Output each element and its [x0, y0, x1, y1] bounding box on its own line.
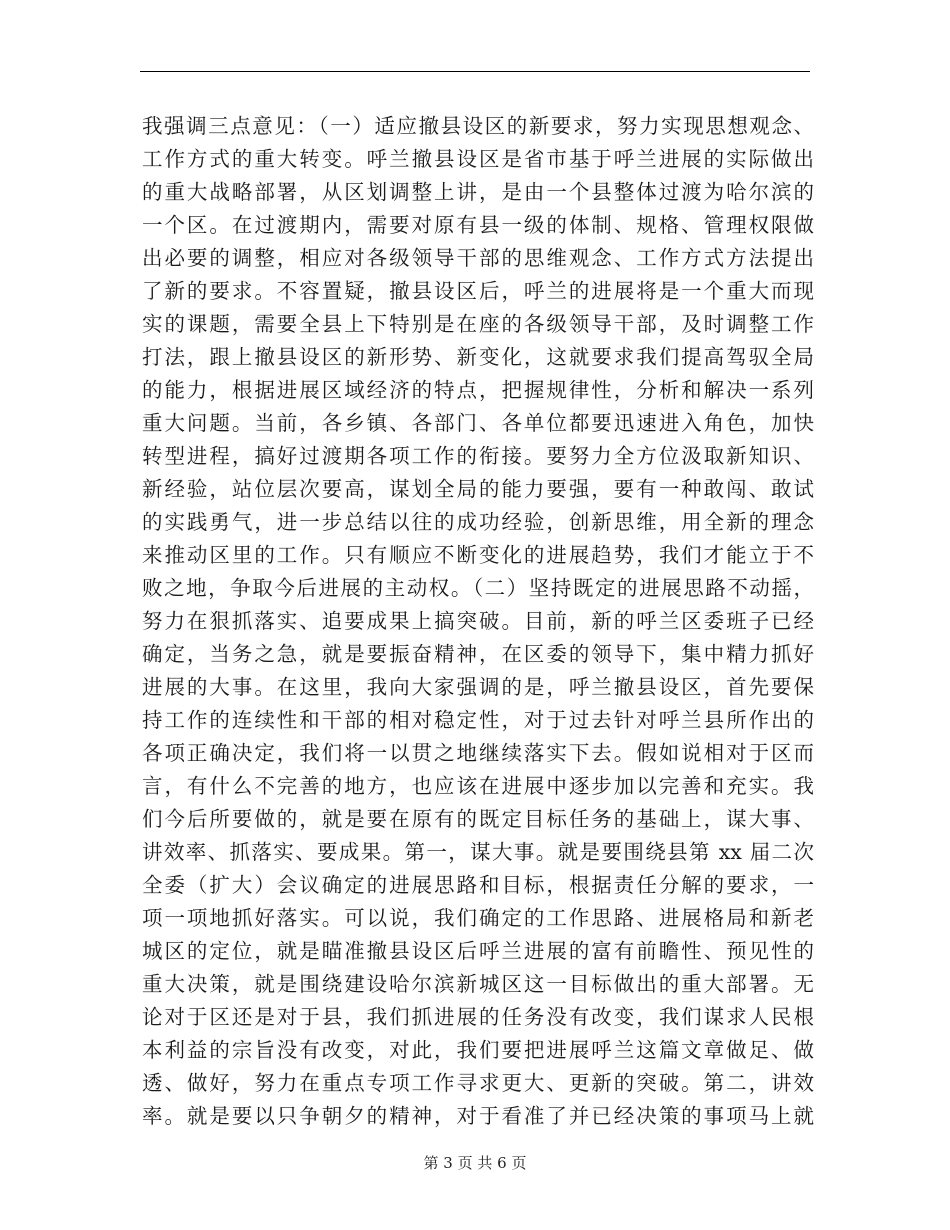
text-line: 新经验，站位层次要高，谋划全局的能力要强，要有一种敢闯、敢试 [142, 477, 814, 501]
header-rule [140, 71, 810, 72]
text-line: 打法，跟上撤县设区的新形势、新变化，这就要求我们提高驾驭全局 [142, 345, 814, 369]
text-line: 言，有什么不完善的地方，也应该在进展中逐步加以完善和充实。我 [142, 774, 814, 798]
text-line: 转型进程，搞好过渡期各项工作的衔接。要努力全方位汲取新知识、 [142, 444, 814, 468]
text-line: 城区的定位，就是瞄准撤县设区后呼兰进展的富有前瞻性、预见性的 [142, 939, 814, 963]
text-line: 们今后所要做的，就是要在原有的既定目标任务的基础上，谋大事、 [142, 807, 814, 831]
text-line: 重大决策，就是围绕建设哈尔滨新城区这一目标做出的重大部署。无 [142, 972, 814, 996]
text-line: 我强调三点意见：（一）适应撤县设区的新要求，努力实现思想观念、 [142, 114, 814, 138]
text-line: 确定，当务之急，就是要振奋精神，在区委的领导下，集中精力抓好 [142, 642, 814, 666]
text-line: 透、做好，努力在重点专项工作寻求更大、更新的突破。第二，讲效 [142, 1071, 814, 1095]
text-line: 了新的要求。不容置疑，撤县设区后，呼兰的进展将是一个重大而现 [142, 279, 814, 303]
text-line: 本利益的宗旨没有改变，对此，我们要把进展呼兰这篇文章做足、做 [142, 1038, 814, 1062]
text-line: 项一项地抓好落实。可以说，我们确定的工作思路、进展格局和新老 [142, 906, 814, 930]
text-line: 论对于区还是对于县，我们抓进展的任务没有改变，我们谋求人民根 [142, 1005, 814, 1029]
text-line: 持工作的连续性和干部的相对稳定性，对于过去针对呼兰县所作出的 [142, 708, 814, 732]
text-line: 的能力，根据进展区域经济的特点，把握规律性，分析和解决一系列 [142, 378, 814, 402]
text-line: 工作方式的重大转变。呼兰撤县设区是省市基于呼兰进展的实际做出 [142, 147, 814, 171]
text-line: 全委（扩大）会议确定的进展思路和目标，根据责任分解的要求，一 [142, 873, 814, 897]
text-line: 败之地，争取今后进展的主动权。（二）坚持既定的进展思路不动摇， [142, 576, 814, 600]
text-line: 各项正确决定，我们将一以贯之地继续落实下去。假如说相对于区而 [142, 741, 814, 765]
text-line: 进展的大事。在这里，我向大家强调的是，呼兰撤县设区，首先要保 [142, 675, 814, 699]
text-line: 重大问题。当前，各乡镇、各部门、各单位都要迅速进入角色，加快 [142, 411, 814, 435]
text-line: 率。就是要以只争朝夕的精神，对于看准了并已经决策的事项马上就 [142, 1104, 814, 1128]
text-line: 的重大战略部署，从区划调整上讲，是由一个县整体过渡为哈尔滨的 [142, 180, 814, 204]
text-line: 讲效率、抓落实、要成果。第一，谋大事。就是要围绕县第 xx 届二次 [142, 840, 814, 864]
text-line: 实的课题，需要全县上下特别是在座的各级领导干部，及时调整工作 [142, 312, 814, 336]
text-line: 的实践勇气，进一步总结以往的成功经验，创新思维，用全新的理念 [142, 510, 814, 534]
text-line: 来推动区里的工作。只有顺应不断变化的进展趋势，我们才能立于不 [142, 543, 814, 567]
text-line: 努力在狠抓落实、追要成果上搞突破。目前，新的呼兰区委班子已经 [142, 609, 814, 633]
page-number: 第 3 页 共 6 页 [423, 1154, 527, 1172]
text-line: 一个区。在过渡期内，需要对原有县一级的体制、规格、管理权限做 [142, 213, 814, 237]
text-line: 出必要的调整，相应对各级领导干部的思维观念、工作方式方法提出 [142, 246, 814, 270]
body-text [142, 110, 814, 1133]
